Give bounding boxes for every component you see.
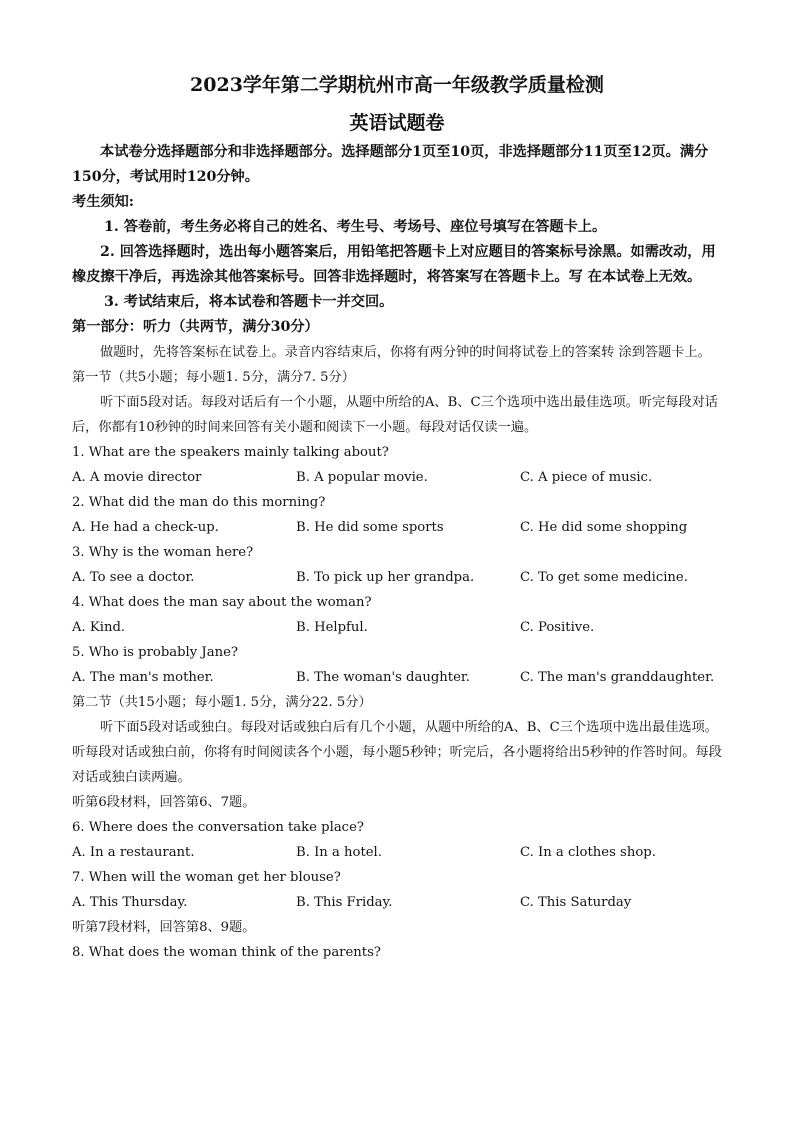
options-5 — [72, 665, 722, 690]
option-b: B. Helpful. — [296, 620, 368, 635]
notice-item-3: 3. 考试结束后，将本试卷和答题卡一并交回。 — [104, 294, 394, 310]
option-b: B. The woman's daughter. — [296, 670, 470, 685]
material-7-label: 听第7段材料，回答第8、9题。 — [72, 920, 256, 935]
section2-heading: 第二节（共15小题；每小题1. 5分，满分22. 5分） — [72, 695, 372, 710]
option-b: B. A popular movie. — [296, 470, 428, 485]
question-1: 1. What are the speakers mainly talking about? — [72, 445, 389, 460]
option-a: A. To see a doctor. — [72, 570, 195, 585]
notice-item-1: 1. 答卷前，考生务必将自己的姓名、考生号、考场号、座位号填写在答题卡上。 — [104, 219, 607, 235]
question-2: 2. What did the man do this morning? — [72, 495, 326, 510]
section2-direction: 听下面5段对话或独白。每段对话或独白后有几个小题，从题中所给的A、B、C三个选项中选出最佳选项。听每段对话或独白前，你将有时间阅读各个小题，每小题5秒钟；听完后，各小题将给出5秒钟的作答时间。每段对话或独白读两遍。 — [72, 720, 722, 785]
option-b: B. To pick up her grandpa. — [296, 570, 475, 585]
option-a: A. In a restaurant. — [72, 845, 195, 860]
option-a: A. Kind. — [72, 620, 126, 635]
option-c: C. To get some medicine. — [520, 570, 688, 585]
option-c: C. In a clothes shop. — [520, 845, 656, 860]
material-6-label: 听第6段材料，回答第6、7题。 — [72, 795, 256, 810]
options-6 — [72, 840, 722, 865]
options-1 — [72, 465, 722, 490]
option-a: A. The man's mother. — [72, 670, 214, 685]
part1-heading: 第一部分：听力（共两节，满分30分） — [72, 319, 319, 335]
options-7 — [72, 890, 722, 915]
options-3 — [72, 565, 722, 590]
options-4 — [72, 615, 722, 640]
exam-subtitle: 英语试题卷 — [349, 112, 445, 134]
option-c: C. Positive. — [520, 620, 595, 635]
section1-heading: 第一节（共5小题；每小题1. 5分，满分7. 5分） — [72, 370, 355, 385]
question-8: 8. What does the woman think of the parents? — [72, 945, 381, 960]
options-2 — [72, 515, 722, 540]
section1-direction: 听下面5段对话。每段对话后有一个小题，从题中所给的A、B、C三个选项中选出最佳选项。听完每段对话后，你都有10秒钟的时间来回答有关小题和阅读下一小题。每段对话仅读一遍。 — [72, 395, 718, 435]
question-4: 4. What does the man say about the woman? — [72, 595, 372, 610]
exam-title: 2023学年第二学期杭州市高一年级教学质量检测 — [190, 74, 604, 96]
section1-questions — [72, 440, 722, 690]
option-b: B. He did some sports — [296, 520, 444, 535]
option-a: A. This Thursday. — [72, 895, 188, 910]
question-5: 5. Who is probably Jane? — [72, 645, 238, 660]
option-b: B. In a hotel. — [296, 845, 382, 860]
option-c: C. This Saturday — [520, 895, 632, 910]
option-c: C. A piece of music. — [520, 470, 653, 485]
option-a: A. He had a check-up. — [72, 520, 219, 535]
part1-note: 做题时，先将答案标在试卷上。录音内容结束后，你将有两分钟的时间将试卷上的答案转 涂到答题卡上。 — [100, 345, 711, 360]
notice-item-2: 2. 回答选择题时，选出每小题答案后，用铅笔把答题卡上对应题目的答案标号涂黑。如需改动，用橡皮擦干净后，再选涂其他答案标号。回答非选择题时，将答案写在答题卡上。写 在本试卷上无效。 — [72, 244, 716, 285]
question-7: 7. When will the woman get her blouse? — [72, 870, 341, 885]
question-3: 3. Why is the woman here? — [72, 545, 254, 560]
option-c: C. He did some shopping — [520, 520, 688, 535]
option-a: A. A movie director — [72, 470, 202, 485]
option-c: C. The man's granddaughter. — [520, 670, 715, 685]
notice-label: 考生须知: — [72, 194, 134, 210]
question-6: 6. Where does the conversation take place? — [72, 820, 364, 835]
intro-paragraph: 本试卷分选择题部分和非选择题部分。选择题部分1页至10页，非选择题部分11页至12页。满分150分，考试用时120分钟。 — [72, 144, 709, 185]
option-b: B. This Friday. — [296, 895, 393, 910]
